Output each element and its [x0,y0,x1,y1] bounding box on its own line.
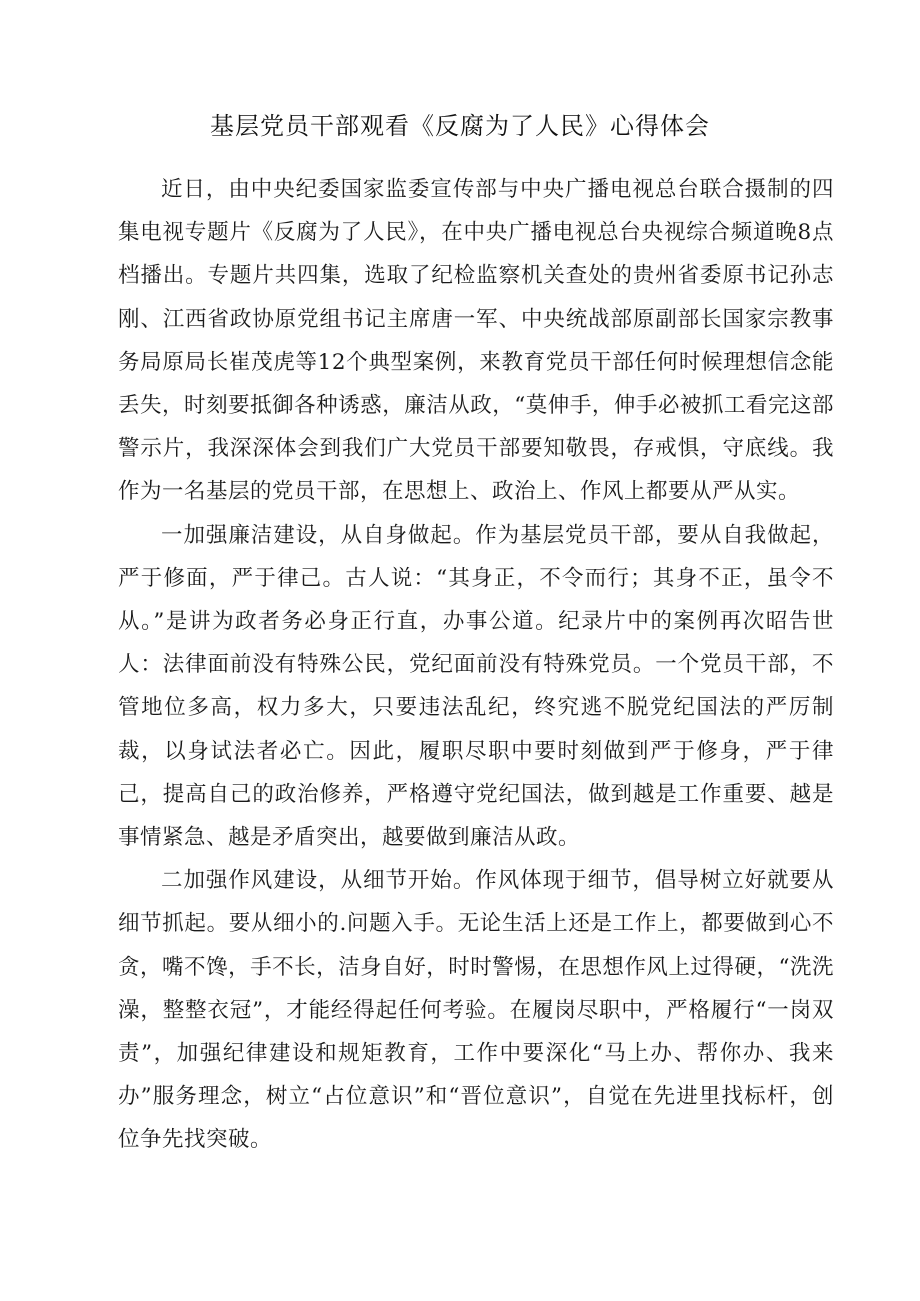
paragraph-intro: 近日，由中央纪委国家监委宣传部与中央广播电视总台联合摄制的四集电视专题片《反腐为了人民》，在中央广播电视总台央视综合频道晚8点档播出。专题片共四集，选取了纪检监察机关查处的贵州省委原书记孙志刚、江西省政协原党组书记主席唐一军、中央统战部原副部长国家宗教事务局原局长崔茂虎等12个典型案例，来教育党员干部任何时候理想信念能丢失，时刻要抵御各种诱惑，廉洁从政，“莫伸手，伸手必被抓工看完这部警示片，我深深体会到我们广大党员干部要知敬畏，存戒惧，守底线。我作为一名基层的党员干部，在思想上、政治上、作风上都要从严从实。 [118,177,834,505]
document-body [118,168,834,1162]
document-title: 基层党员干部观看《反腐为了人民》心得体会 [210,112,710,140]
paragraph-work-style: 二加强作风建设，从细节开始。作风体现于细节，倡导树立好就要从细节抓起。要从细小的.问题入手。无论生活上还是工作上，都要做到心不贪，嘴不馋，手不长，洁身自好，时时警惕，在思想作风上过得硬，“洗洗澡，整整衣冠”，才能经得起任何考验。在履岗尽职中，严格履行“一岗双责”，加强纪律建设和规矩教育，工作中要深化“马上办、帮你办、我来办”服务理念，树立“占位意识”和“晋位意识”，自觉在先进里找标杆，创位争先找突破。 [118,868,834,1153]
paragraph-integrity: 一加强廉洁建设，从自身做起。作为基层党员干部，要从自我做起，严于修面，严于律己。古人说：“其身正，不令而行；其身不正，虽令不从。”是讲为政者务必身正行直，办事公道。纪录片中的案例再次昭告世人：法律面前没有特殊公民，党纪面前没有特殊党员。一个党员干部，不管地位多高，权力多大，只要违法乱纪，终究逃不脱党纪国法的严厉制裁，以身试法者必亡。因此，履职尽职中要时刻做到严于修身，严于律己，提高自己的政治修养，严格遵守党纪国法，做到越是工作重要、越是事情紧急、越是矛盾突出，越要做到廉洁从政。 [118,522,834,851]
